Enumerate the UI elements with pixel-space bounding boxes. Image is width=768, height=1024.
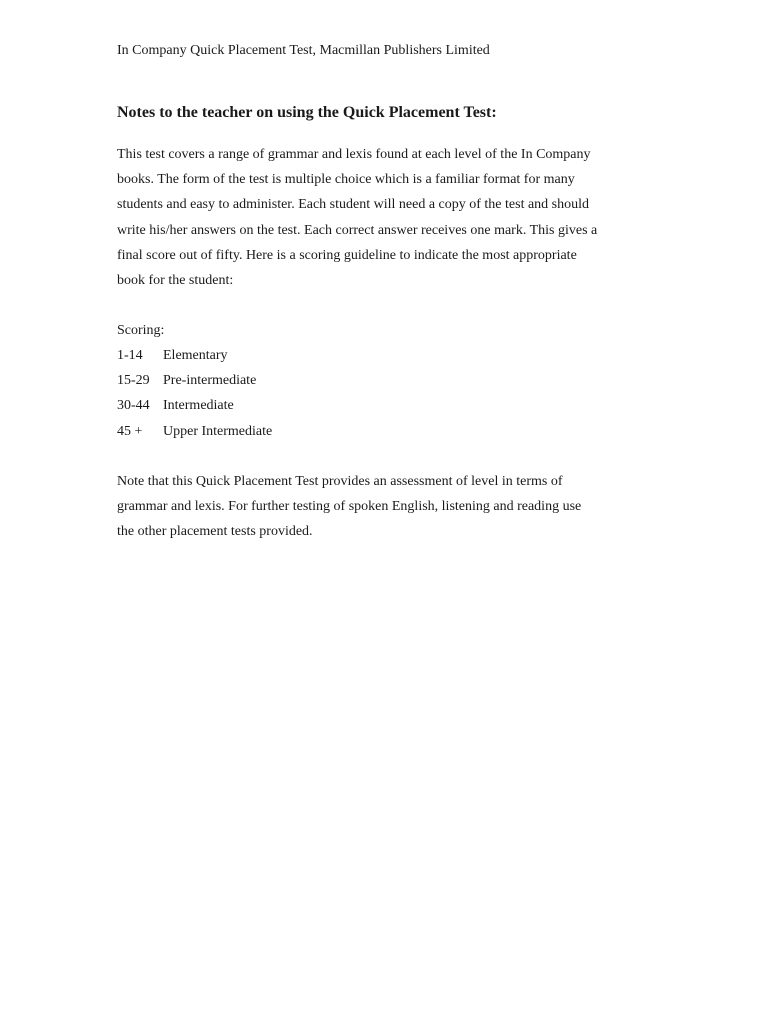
score-row — [117, 343, 272, 368]
score-row — [117, 393, 272, 418]
paragraph-line: book for the student: — [117, 273, 234, 289]
paragraph-line: This test covers a range of grammar and lexis found at each level of the In Company — [117, 147, 591, 162]
score-range: 15-29 — [117, 373, 150, 389]
paragraph-line: grammar and lexis. For further testing of spoken English, listening and reading use — [117, 499, 582, 515]
running-header: In Company Quick Placement Test, Macmillan Publishers Limited — [117, 43, 490, 58]
page-title: Notes to the teacher on using the Quick Placement Test: — [117, 104, 497, 121]
paragraph-line: final score out of fifty. Here is a scoring guideline to indicate the most appropriate — [117, 247, 577, 263]
score-level: Upper Intermediate — [163, 423, 273, 439]
intro-paragraph — [117, 142, 657, 293]
note-paragraph — [117, 469, 657, 545]
score-range: 1-14 — [117, 348, 143, 363]
score-range: 45 + — [117, 423, 143, 439]
scoring-label: Scoring: — [117, 323, 165, 338]
score-level: Elementary — [163, 348, 228, 363]
paragraph-line: the other placement tests provided. — [117, 524, 313, 540]
paragraph-line: Note that this Quick Placement Test provides an assessment of level in terms of — [117, 474, 563, 489]
score-row — [117, 368, 272, 393]
score-range: 30-44 — [117, 398, 150, 414]
paragraph-line: students and easy to administer. Each student will need a copy of the test and should — [117, 197, 590, 213]
score-level: Pre-intermediate — [163, 373, 257, 389]
score-level: Intermediate — [163, 398, 234, 414]
paragraph-line: write his/her answers on the test. Each correct answer receives one mark. This gives a — [117, 222, 598, 238]
scoring-table — [117, 343, 272, 444]
score-row — [117, 419, 272, 444]
paragraph-line: books. The form of the test is multiple choice which is a familiar format for many — [117, 172, 575, 188]
